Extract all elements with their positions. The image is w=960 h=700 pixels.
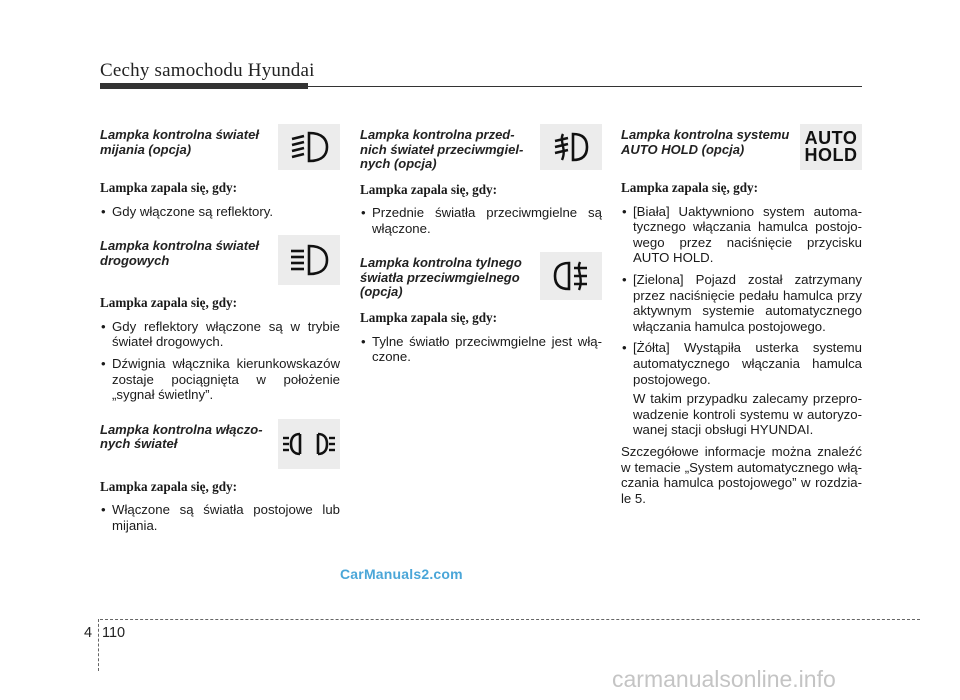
rear-fog-light-icon [540, 252, 602, 300]
list-item: • Przednie światła przeciwmgielne są włączone. [360, 205, 602, 236]
note-text: W takim przypadku zalecamy przepro-wadzenie kontroli systemu w autoryzo-wanej stacji obsługi HYUNDAI. [633, 391, 862, 438]
list-item: • Włączone są światła postojowe lub mijania. [100, 502, 340, 533]
section-title: Lampka kontrolna tylnego światła przeciwmgielnego (opcja) [360, 255, 522, 300]
section-position-lights [100, 419, 340, 534]
section-title: Lampka kontrolna świateł mijania (opcja) [100, 127, 259, 157]
bullet-list [100, 319, 340, 403]
chapter-number: 4 [84, 625, 93, 641]
auto-hold-icon-line: AUTO [804, 128, 858, 148]
section-front-fog [360, 124, 602, 236]
list-item: • [Biała] Uaktywniono system automa-tycznego włączania hamulca postojo-wego przez naciśnięcie przycisku AUTO HOLD. [621, 204, 862, 266]
section-lead: Lampka zapala się, gdy: [360, 310, 498, 326]
column-1 [100, 124, 340, 540]
section-title: Lampka kontrolna włączo-nych świateł [100, 421, 263, 452]
section-lead: Lampka zapala się, gdy: [621, 180, 759, 195]
reference-paragraph: Szczegółowe informacje można znaleźć w temacie „System automatycznego włą-czania hamulca postojowego” w rozdzia-le 5. [621, 443, 862, 506]
bullet-list [360, 334, 602, 365]
bullet-list [360, 205, 602, 236]
bullet-list [100, 204, 340, 220]
list-item: • [Zielona] Pojazd został zatrzymany przez naciśnięcie pedału hamulca przy aktywnym systemie automatycznego włączania hamulca postojowego. [621, 272, 862, 334]
footer-vertical-divider [98, 619, 99, 671]
section-title: Lampka kontrolna świateł drogowych [100, 238, 259, 268]
site-watermark: carmanualsonline.info [612, 666, 836, 692]
list-item: • Dźwignia włącznika kierunkowskazów zostaje pociągnięta w położenie „sygnał świetlny”. [100, 356, 340, 403]
position-lights-icon [278, 419, 340, 469]
section-lead: Lampka zapala się, gdy: [100, 478, 238, 494]
section-lead: Lampka zapala się, gdy: [100, 295, 238, 311]
auto-hold-icon-line: HOLD [804, 145, 858, 165]
header-rule-thin [100, 86, 862, 87]
front-fog-light-icon [540, 124, 602, 170]
low-beam-icon [278, 124, 340, 170]
section-title: Lampka kontrolna przed-nich świateł przeciwmgiel-nych (opcja) [360, 127, 524, 171]
section-low-beam [100, 124, 340, 219]
bullet-list [100, 502, 340, 533]
high-beam-icon [278, 235, 340, 285]
section-auto-hold [621, 124, 862, 506]
list-item: • [Żółta] Wystąpiła usterka systemu automatycznego włączania hamulca postojowego. [621, 340, 862, 387]
footer-divider [100, 619, 920, 620]
page-header-title: Cechy samochodu Hyundai [100, 60, 315, 81]
column-2 [360, 124, 602, 371]
list-item: • Gdy włączone są reflektory. [100, 204, 340, 220]
section-rear-fog [360, 252, 602, 365]
auto-hold-icon [800, 124, 862, 170]
page-number: 110 [102, 625, 126, 641]
section-lead: Lampka zapala się, gdy: [100, 180, 238, 195]
column-3 [621, 124, 862, 506]
section-high-beam [100, 235, 340, 403]
bullet-list [621, 204, 862, 388]
watermark-link[interactable]: CarManuals2.com [340, 566, 463, 582]
section-title: Lampka kontrolna systemu AUTO HOLD (opcja) [621, 127, 790, 157]
section-lead: Lampka zapala się, gdy: [360, 181, 498, 197]
list-item: • Tylne światło przeciwmgielne jest włą-czone. [360, 334, 602, 365]
list-item: • Gdy reflektory włączone są w trybie świateł drogowych. [100, 319, 340, 350]
